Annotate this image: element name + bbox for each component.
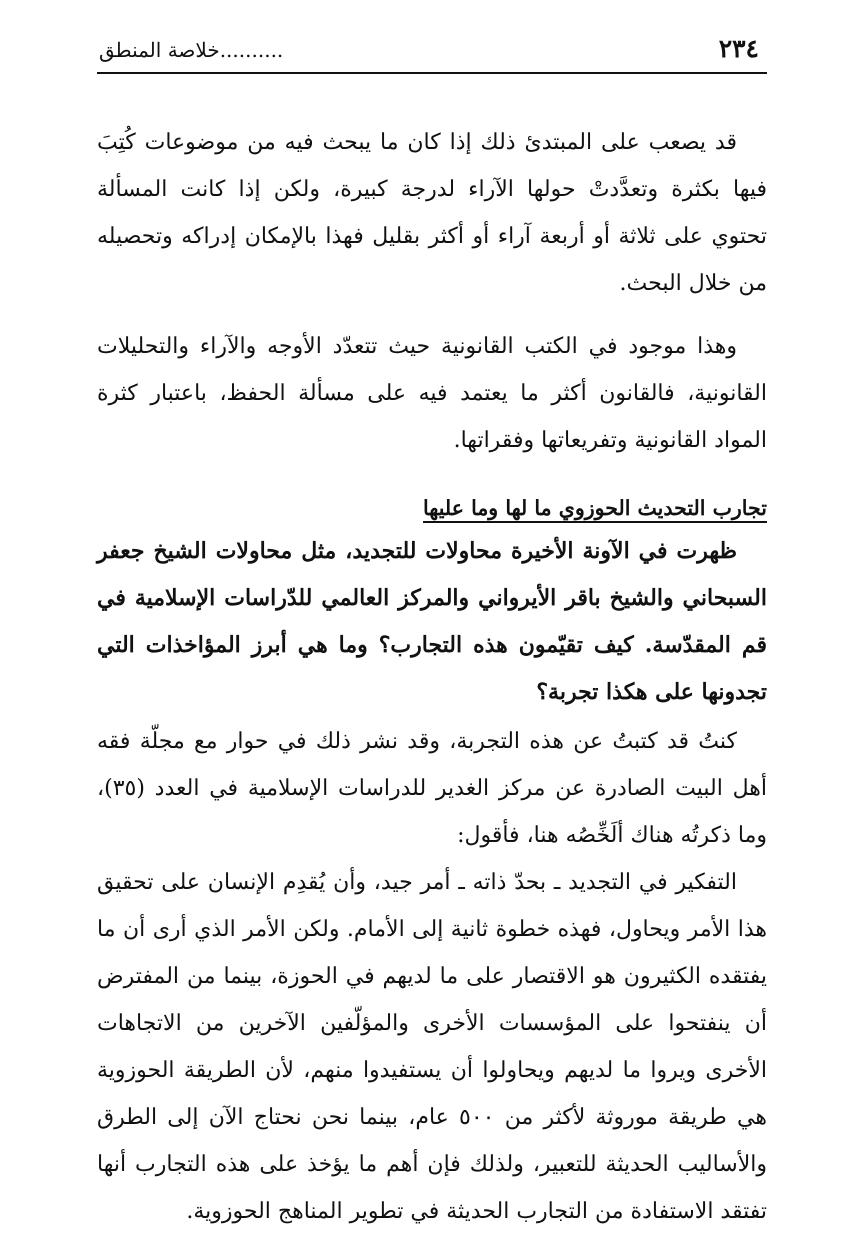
leader-dots: ..........: [219, 38, 284, 62]
running-title: [99, 38, 283, 62]
interview-question: ظهرت في الآونة الأخيرة محاولات للتجديد، مثل محاولات الشيخ جعفر السبحاني والشيخ باقر الأيرواني والمركز العالمي للدّراسات الإسلامية في قم المقدّسة. كيف تقيّمون هذه التجارب؟ وما هي أبرز المؤاخذات التي تجدونها على هكذا تجربة؟: [97, 538, 767, 705]
paragraph-2: وهذا موجود في الكتب القانونية حيث تتعدّد الأوجه والآراء والتحليلات القانونية، فالقانون أكثر ما يعتمد فيه على مسألة الحفظ، باعتبار كثرة المواد القانونية وتفريعاتها وفقراتها.: [97, 334, 767, 453]
book-page: [97, 28, 767, 1235]
page-body: [97, 119, 767, 1235]
page-number: ٢٣٤: [718, 34, 759, 63]
running-title-text: خلاصة المنطق: [99, 38, 220, 62]
paragraph-1: قد يصعب على المبتدئ ذلك إذا كان ما يبحث فيه من موضوعات كُتِبَ فيها بكثرة وتعدَّدتْ حولها الآراء لدرجة كبيرة، ولكن إذا كانت المسألة تحتوي على ثلاثة أو أربعة آراء أو أكثر بقليل فهذا بالإمكان إدراكه وتحصيله من خلال البحث.: [97, 130, 767, 296]
answer-paragraph-1: كنتُ قد كتبتُ عن هذه التجربة، وقد نشر ذلك في حوار مع مجلّة فقه أهل البيت الصادرة عن مركز الغدير للدراسات الإسلامية في العدد (٣٥)، وما ذكرتُه هناك ألَخِّصُه هنا، فأقول:: [97, 729, 767, 848]
answer-paragraph-2: التفكير في التجديد ـ بحدّ ذاته ـ أمر جيد، وأن يُقدِم الإنسان على تحقيق هذا الأمر ويحاول، فهذه خطوة ثانية إلى الأمام. ولكن الأمر الذي أرى أن ما يفتقده الكثيرون هو الاقتصار على ما لديهم في الحوزة، بينما من المفترض أن ينفتحوا على المؤسسات الأخرى والمؤلّفين الآخرين من الاتجاهات الأخرى ويروا ما لديهم ويحاولوا أن يستفيدوا منهم، لأن الطريقة الحوزوية هي طريقة موروثة لأكثر من ٥٠٠ عام، بينما نحن نحتاج الآن إلى الطرق والأساليب الحديثة للتعبير، ولذلك فإن أهم ما يؤخذ على هذه التجارب أنها تفتقد الاستفادة من التجارب الحديثة في تطوير المناهج الحوزوية.: [97, 870, 767, 1224]
section-heading: تجارب التحديث الحوزوي ما لها وما عليها: [423, 496, 767, 520]
page-header: [97, 28, 767, 74]
